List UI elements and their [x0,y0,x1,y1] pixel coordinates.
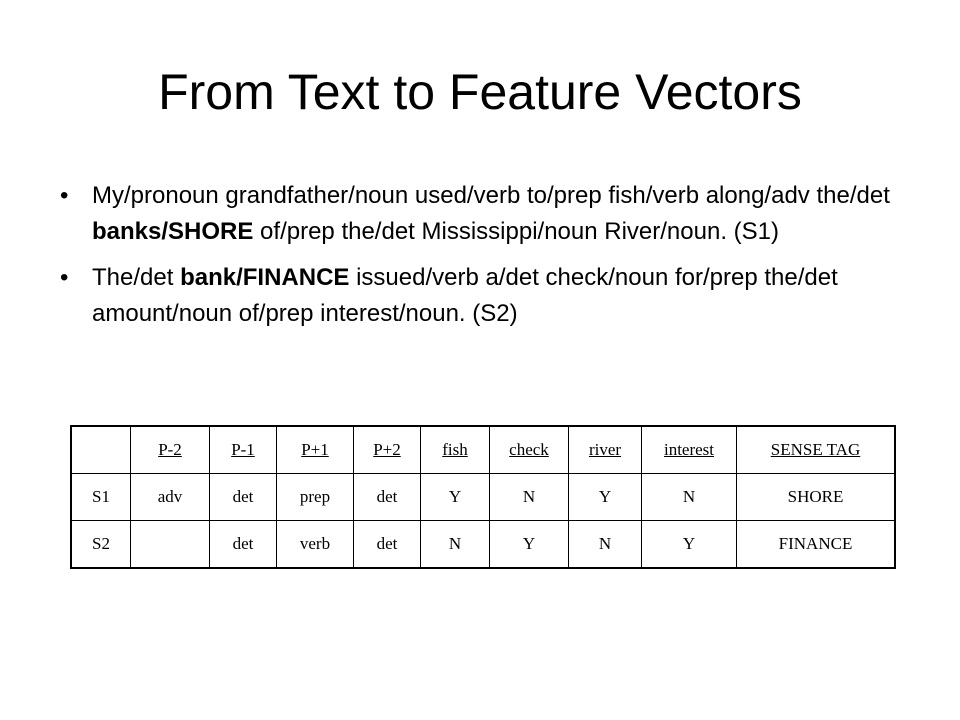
table-cell: SHORE [737,474,896,521]
table-header-cell: river [569,426,642,474]
table-cell: Y [421,474,490,521]
table-row [71,474,895,521]
table-cell: N [642,474,737,521]
bullet-bold-term: banks/SHORE [92,218,254,245]
table-header-cell: interest [642,426,737,474]
bullet-bold-term: bank/FINANCE [180,264,350,291]
table-cell: det [210,474,277,521]
bullet-text-after: of/prep the/det Mississippi/noun River/noun. (S1) [253,218,779,245]
table-header-cell: SENSE TAG [737,426,896,474]
table-cell: N [421,521,490,569]
table-cell [131,521,210,569]
table-cell: det [354,521,421,569]
bullet-item-s1 [60,178,900,250]
table-cell: S1 [71,474,131,521]
table-cell: Y [490,521,569,569]
table-cell: N [569,521,642,569]
feature-table [70,425,896,569]
table-header-cell: P-1 [210,426,277,474]
table-cell: S2 [71,521,131,569]
table-cell: det [354,474,421,521]
table-cell: Y [569,474,642,521]
bullet-list [60,178,900,342]
table-cell: prep [277,474,354,521]
table-cell: det [210,521,277,569]
table-cell: FINANCE [737,521,896,569]
bullet-dot-icon: • [60,182,69,209]
bullet-text-before: My/pronoun grandfather/noun used/verb to/prep fish/verb along/adv the/det [92,182,890,209]
table-header-cell [71,426,131,474]
bullet-text-before: The/det [92,264,181,291]
table-cell: verb [277,521,354,569]
table-header-cell: P-2 [131,426,210,474]
bullet-text-after: issued/verb a/det check/noun for/prep the/det amount/noun of/prep interest/noun. (S2) [92,264,838,327]
bullet-item-s2 [60,260,900,332]
table-header-cell: P+1 [277,426,354,474]
table-cell: Y [642,521,737,569]
table-cell: adv [131,474,210,521]
table-header-cell: P+2 [354,426,421,474]
table-header-cell: fish [421,426,490,474]
table-cell: N [490,474,569,521]
bullet-dot-icon: • [60,264,69,291]
table-header-cell: check [490,426,569,474]
table-header-row [71,426,895,474]
slide-title: From Text to Feature Vectors [158,64,802,120]
table-row [71,521,895,569]
